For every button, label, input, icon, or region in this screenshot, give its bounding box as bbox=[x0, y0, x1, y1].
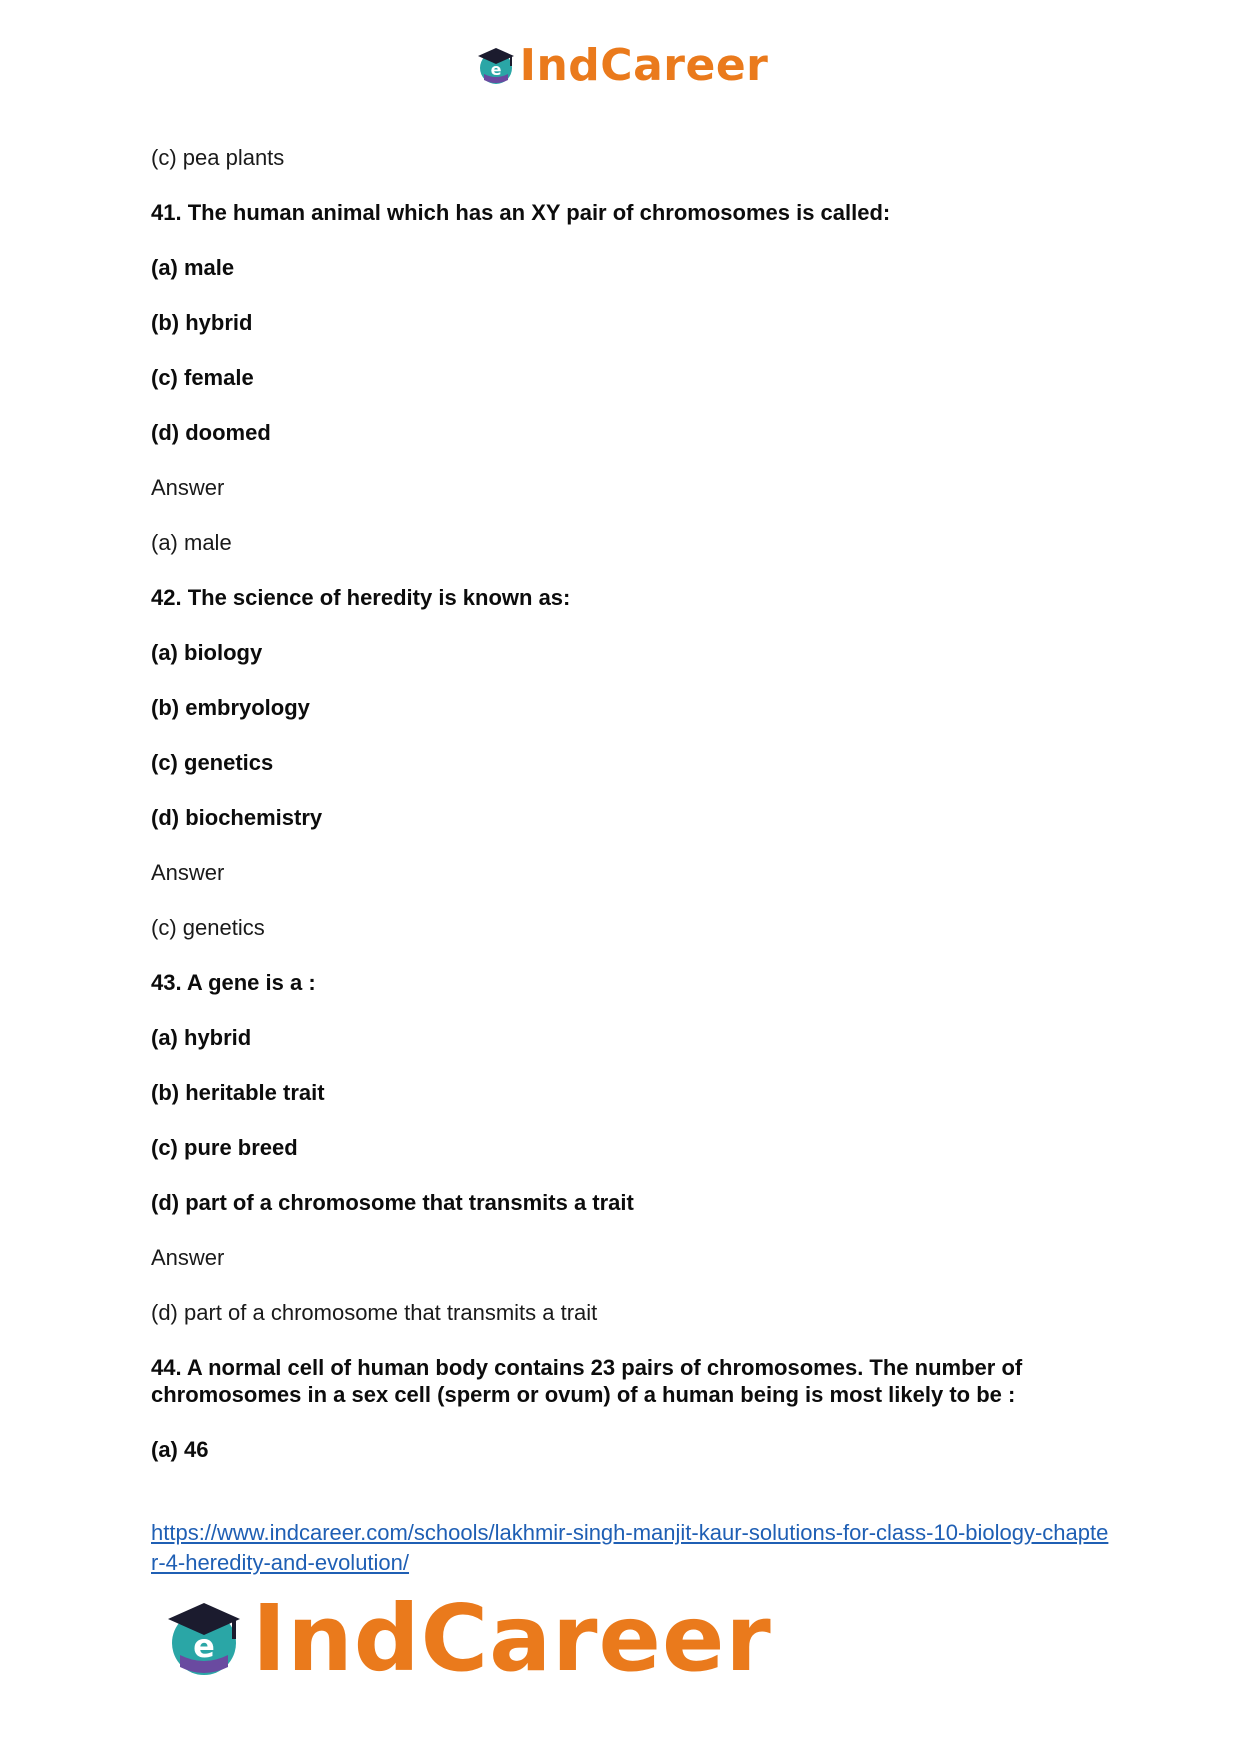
header-logo-text: IndCareer bbox=[519, 40, 769, 91]
answer-label: Answer bbox=[151, 475, 225, 500]
svg-text:e: e bbox=[490, 59, 502, 79]
option-text: (c) genetics bbox=[151, 750, 274, 775]
footer-logo bbox=[160, 1585, 772, 1692]
source-link[interactable]: https://www.indcareer.com/schools/lakhmir-singh-manjit-kaur-solutions-for-class-10-biology-chapter-4-heredity-and-evolution/ bbox=[151, 1520, 1109, 1575]
graduation-globe-icon bbox=[474, 44, 518, 88]
option-text: (a) hybrid bbox=[151, 1025, 252, 1050]
option-text: (a) male bbox=[151, 255, 235, 280]
question-text: 42. The science of heredity is known as: bbox=[151, 585, 571, 610]
option-text: (c) pure breed bbox=[151, 1135, 298, 1160]
svg-text:e: e bbox=[193, 1626, 215, 1665]
footer-logo-text: IndCareer bbox=[252, 1585, 772, 1692]
option-text: (a) biology bbox=[151, 640, 263, 665]
answer-label: Answer bbox=[151, 1245, 225, 1270]
answer-label: Answer bbox=[151, 860, 225, 885]
answer-text: (a) male bbox=[151, 530, 232, 555]
answer-text: (d) part of a chromosome that transmits a trait bbox=[151, 1300, 598, 1325]
option-text: (b) heritable trait bbox=[151, 1080, 325, 1105]
option-text: (b) hybrid bbox=[151, 310, 253, 335]
option-text: (a) 46 bbox=[151, 1437, 209, 1462]
option-text: (c) female bbox=[151, 365, 254, 390]
option-text: (d) biochemistry bbox=[151, 805, 323, 830]
option-text: (b) embryology bbox=[151, 695, 310, 720]
answer-text: (c) genetics bbox=[151, 915, 265, 940]
graduation-globe-icon bbox=[160, 1595, 248, 1683]
header-logo bbox=[0, 40, 1242, 91]
header-logo-wrap bbox=[474, 40, 769, 91]
option-text: (d) part of a chromosome that transmits a trait bbox=[151, 1190, 634, 1215]
answer-text: (c) pea plants bbox=[151, 145, 285, 170]
option-text: (d) doomed bbox=[151, 420, 271, 445]
document-body bbox=[151, 144, 1111, 1491]
question-text: 44. A normal cell of human body contains 23 pairs of chromosomes. The number of chromosomes in a sex cell (sperm or ovum) of a human being is most likely to be : bbox=[151, 1355, 1023, 1407]
question-text: 43. A gene is a : bbox=[151, 970, 316, 995]
question-text: 41. The human animal which has an XY pair of chromosomes is called: bbox=[151, 200, 891, 225]
